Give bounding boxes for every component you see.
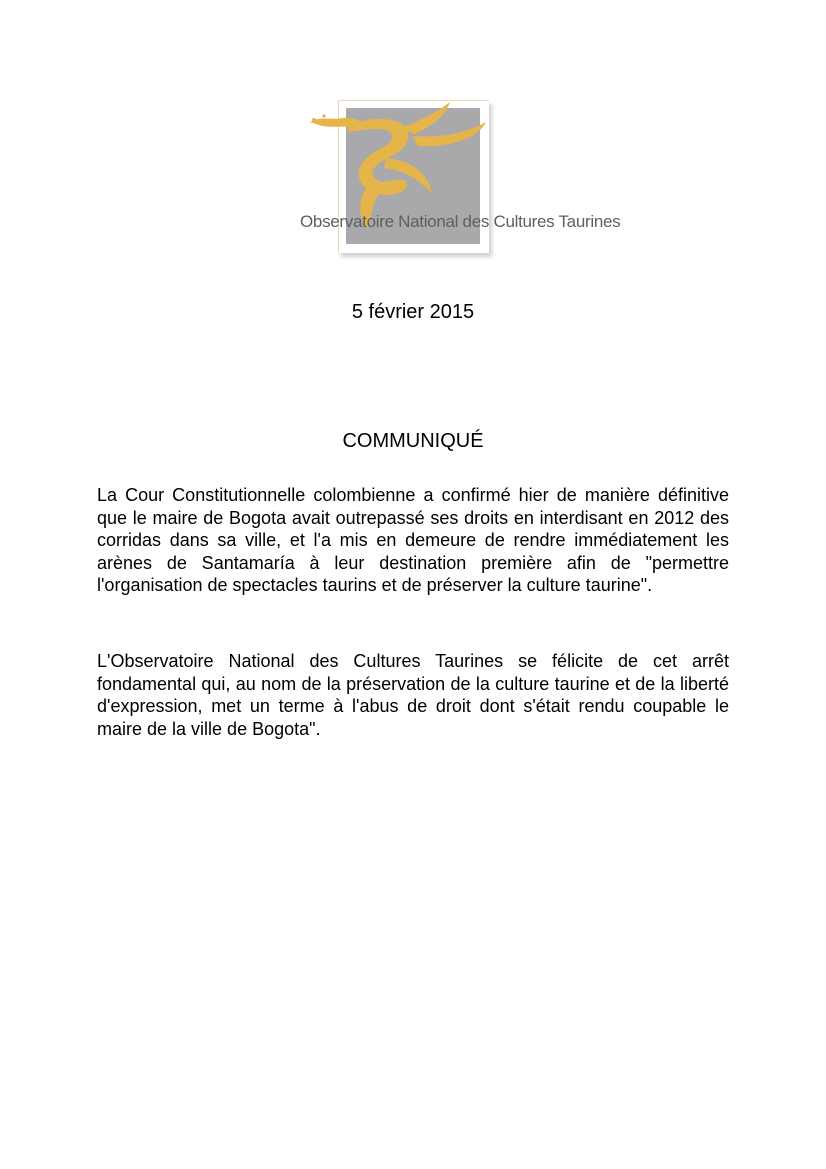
paragraph-2: L'Observatoire National des Cultures Taurines se félicite de cet arrêt fondamental qui, au nom de la préservation de la culture taurine et de la liberté d'expression, met un terme à l'abus de droit dont s'était rendu coupable le maire de la ville de Bogota". — [97, 651, 729, 739]
bullfighter-figure-icon — [300, 98, 500, 258]
paragraph-1: La Cour Constitutionnelle colombienne a confirmé hier de manière définitive que le maire de Bogota avait outrepassé ses droits en interdisant en 2012 des corridas dans sa ville, et l'a mis en demeure de rendre immédiatement les arènes de Santamaría à leur destination première afin de "permettre l'organisation de spectacles taurins et de préserver la culture taurine". — [97, 485, 729, 595]
document-date: 5 février 2015 — [351, 301, 475, 323]
organization-logo — [300, 98, 620, 263]
logo-wordmark: Observatoire National des Cultures Taurines — [300, 212, 621, 231]
document-heading: COMMUNIQUÉ — [342, 430, 484, 452]
